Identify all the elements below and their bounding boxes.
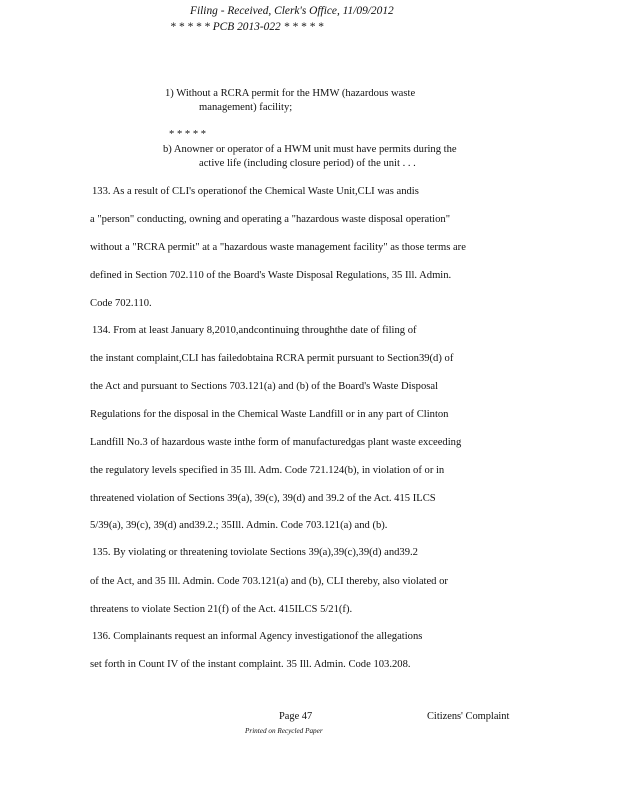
paragraph-134-line: the regulatory levels specified in 35 Ill. Adm. Code 721.124(b), in violation of or in bbox=[90, 465, 445, 476]
quoted-item-1-line-1: 1) Without a RCRA permit for the HMW (hazardous waste bbox=[165, 88, 416, 99]
paragraph-135-line: 135. By violating or threatening toviolate Sections 39(a),39(c),39(d) and39.2 bbox=[92, 547, 418, 558]
paragraph-133-line: 133. As a result of CLI's operationof the Chemical Waste Unit,CLI was andis bbox=[92, 186, 419, 197]
page-number: Page 47 bbox=[279, 711, 313, 722]
paragraph-133-line: defined in Section 702.110 of the Board's Waste Disposal Regulations, 35 Ill. Admin. bbox=[90, 270, 452, 281]
document-title-footer: Citizens' Complaint bbox=[427, 711, 510, 722]
paragraph-133-line: without a "RCRA permit" at a "hazardous waste management facility" as those terms are bbox=[90, 242, 466, 253]
paragraph-135-line: threatens to violate Section 21(f) of the Act. 415ILCS 5/21(f). bbox=[90, 604, 353, 615]
quoted-stars: * * * * * bbox=[169, 129, 207, 140]
pcb-header: * * * * * PCB 2013-022 * * * * * bbox=[170, 21, 324, 33]
quoted-item-b-line-1: b) Anowner or operator of a HWM unit must have permits during the bbox=[163, 144, 457, 155]
quoted-item-b-line-2: active life (including closure period) of the unit . . . bbox=[199, 158, 416, 169]
paragraph-134-line: the instant complaint,CLI has failedobtaina RCRA permit pursuant to Section39(d) of bbox=[90, 353, 454, 364]
paragraph-134-line: Landfill No.3 of hazardous waste inthe form of manufacturedgas plant waste exceeding bbox=[90, 437, 462, 448]
quoted-item-1-line-2: management) facility; bbox=[199, 102, 293, 113]
filing-header: Filing - Received, Clerk's Office, 11/09/2012 bbox=[190, 5, 394, 17]
paragraph-134-line: threatened violation of Sections 39(a), 39(c), 39(d) and 39.2 of the Act. 415 ILCS bbox=[90, 493, 436, 504]
paragraph-134-line: the Act and pursuant to Sections 703.121(a) and (b) of the Board's Waste Disposal bbox=[90, 381, 439, 392]
paragraph-134-line: 134. From at least January 8,2010,andcontinuing throughthe date of filing of bbox=[92, 325, 417, 336]
paragraph-133-line: a "person" conducting, owning and operating a "hazardous waste disposal operation" bbox=[90, 214, 451, 225]
paragraph-134-line: 5/39(a), 39(c), 39(d) and39.2.; 35Ill. Admin. Code 703.121(a) and (b). bbox=[90, 520, 388, 531]
paragraph-136-line: set forth in Count IV of the instant complaint. 35 Ill. Admin. Code 103.208. bbox=[90, 659, 411, 670]
paragraph-134-line: Regulations for the disposal in the Chemical Waste Landfill or in any part of Clinton bbox=[90, 409, 449, 420]
paragraph-136-line: 136. Complainants request an informal Agency investigationof the allegations bbox=[92, 631, 423, 642]
paragraph-133-line: Code 702.110. bbox=[90, 298, 152, 309]
printed-note: Printed on Recycled Paper bbox=[245, 727, 323, 735]
paragraph-135-line: of the Act, and 35 Ill. Admin. Code 703.121(a) and (b), CLI thereby, also violated or bbox=[90, 576, 448, 587]
